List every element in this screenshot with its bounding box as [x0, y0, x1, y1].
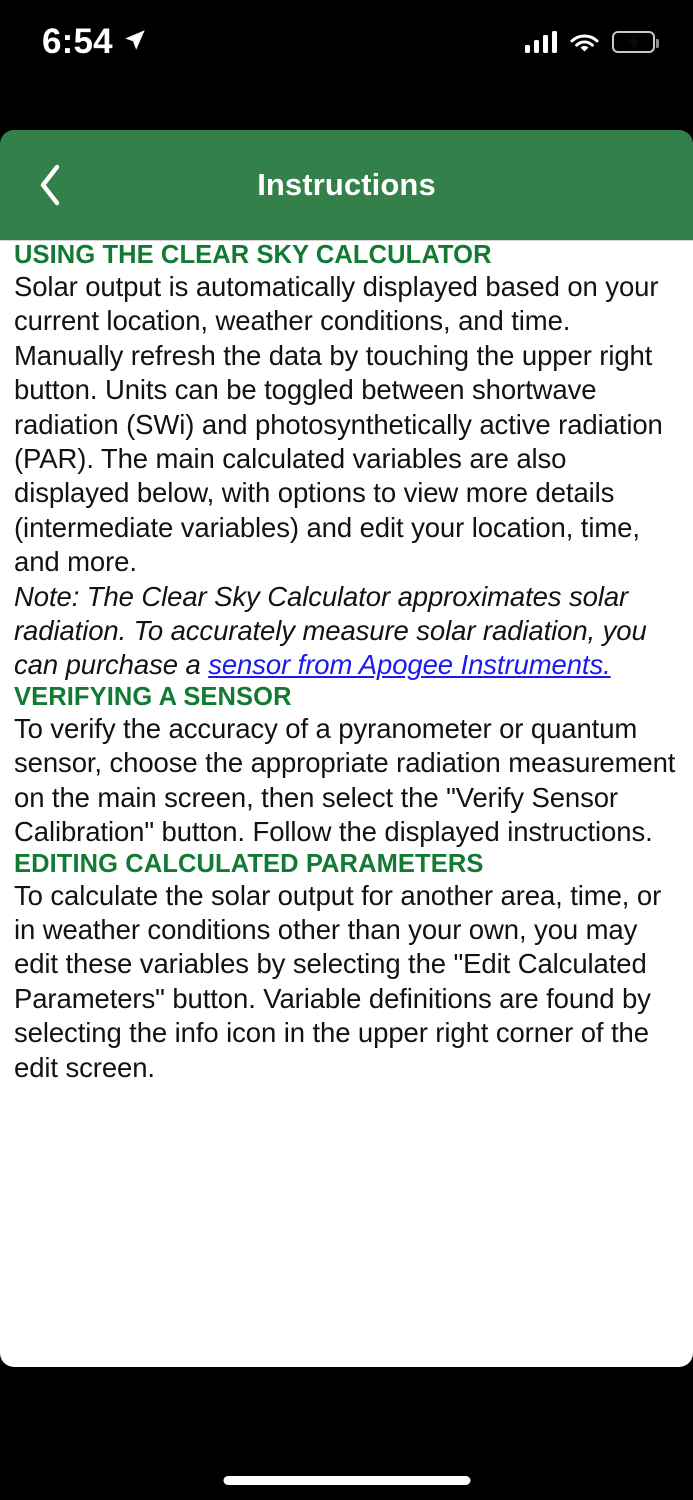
section-heading-editing-parameters: EDITING CALCULATED PARAMETERS — [14, 849, 484, 878]
section-heading-using-calculator: USING THE CLEAR SKY CALCULATOR — [14, 241, 492, 269]
apogee-instruments-link[interactable]: sensor from Apogee Instruments. — [208, 649, 611, 681]
wifi-icon — [569, 31, 600, 54]
home-indicator-bar[interactable] — [223, 1476, 470, 1485]
section-heading-verifying-sensor: VERIFYING A SENSOR — [14, 682, 292, 711]
navigation-bar — [0, 130, 693, 240]
note-paragraph — [14, 580, 679, 683]
section-paragraph-using-calculator: Solar output is automatically displayed based on your current location, weather conditions, and time. Manually refresh the data by touching the upper right button. Units can be toggled between shortwave radiation (SWi) and photosynthetically active radiation (PAR). The main calculated variables are also displayed below, with options to view more details (intermediate variables) and edit your location, time, and more. — [14, 271, 663, 578]
section-paragraph-verifying-sensor: To verify the accuracy of a pyranometer or quantum sensor, choose the appropriate radiation measurement on the main screen, then select the "Verify Sensor Calibration" button. Follow the displayed instructions. — [14, 712, 676, 848]
section-paragraph-editing-parameters: To calculate the solar output for another area, time, or in weather conditions other than your own, you may edit these variables by selecting the "Edit Calculated Parameters" button. Variable definitions are found by selecting the info icon in the upper right corner of the edit screen. — [14, 879, 662, 1083]
scroll-area — [0, 241, 693, 1085]
battery-charging-icon — [612, 31, 655, 53]
status-bar-left — [42, 22, 148, 62]
cellular-signal-icon — [525, 31, 558, 53]
status-bar-time: 6:54 — [42, 22, 113, 61]
charging-bolt-icon — [627, 33, 640, 52]
location-arrow-icon — [122, 27, 148, 53]
page-title: Instructions — [257, 167, 436, 202]
note-paragraph-text: Note: The Clear Sky Calculator approximates solar radiation. To accurately measure solar radiation, you can purchase a — [14, 580, 647, 681]
instructions-content-panel[interactable] — [0, 240, 693, 1367]
status-bar-right — [525, 26, 656, 58]
status-bar — [0, 0, 693, 130]
